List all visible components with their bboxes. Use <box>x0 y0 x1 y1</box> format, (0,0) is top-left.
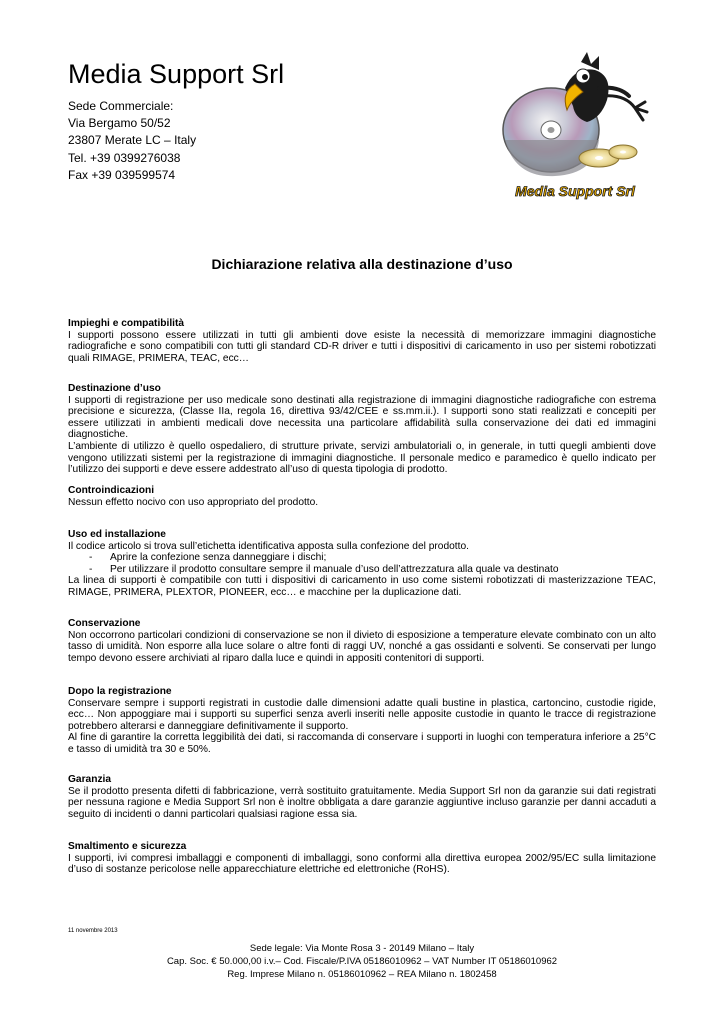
fax-line: Fax +39 039599574 <box>68 167 176 182</box>
list-item-text: Per utilizzare il prodotto consultare sempre il manuale d’uso dell’attrezzatura alla quale va destinato <box>110 563 559 575</box>
list-item <box>68 564 656 576</box>
section-paragraph: I supporti possono essere utilizzati in tutti gli ambienti dove esiste la necessità di memorizzare immagini diagnostiche radiografiche e sono compatibili con tutti gli standard CD-R driver e tutti i dispositivi di caricamento in uso per sistemi robotizzati quali RIMAGE, PRIMERA, TEAC, ecc… <box>68 329 656 364</box>
section-uso <box>68 529 656 599</box>
address-line: Via Bergamo 50/52 <box>68 116 171 131</box>
section-paragraph: Se il prodotto presenta difetti di fabbricazione, verrà sostituito gratuitamente. Media Support Srl non da garanzie sui dati registrati per nessuna ragione e Media Support Srl non è inoltre obbligata a dare garanzie aggiuntive incluso garanzie per danni accaduti a seguito di incidenti o danni particolari qualsiasi ragione essa sia. <box>68 785 656 820</box>
address-line: 23807 Merate LC – Italy <box>68 133 197 148</box>
section-paragraph: I supporti, ivi compresi imballaggi e componenti di imballaggi, sono conformi alla direttiva europea 2002/95/EC sulla limitazione d’uso di sostanze pericolose nelle apparecchiature elettriche ed elettroniche (RoHS). <box>68 852 656 876</box>
document-date: 11 novembre 2013 <box>68 928 118 934</box>
section-paragraph: Nessun effetto nocivo con uso appropriato del prodotto. <box>68 496 319 508</box>
list-item <box>68 552 656 564</box>
section-heading: Uso ed installazione <box>68 529 166 540</box>
address-line: Sede Commerciale: <box>68 99 174 113</box>
footer-line: Reg. Imprese Milano n. 05186010962 – REA Milano n. 1802458 <box>227 969 497 980</box>
section-paragraph: I supporti di registrazione per uso medicale sono destinati alla registrazione di immagini diagnostiche radiografiche con estrema precisione e sicurezza, (Classe IIa, regola 16, direttiva 93/42/CEE e ss.mm.ii.). I supporti sono stati realizzati e concepiti per essere utilizzati in ambienti medicali dove necessita una particolare affidabilità sulla conservazione dei dati ed immagini diagnostiche. <box>68 394 656 441</box>
section-heading: Controindicazioni <box>68 485 155 496</box>
logo-wordmark: Media Support Srl <box>515 183 635 199</box>
section-controindicazioni <box>68 485 656 508</box>
section-dopo-registrazione <box>68 686 656 756</box>
footer-line: Sede legale: Via Monte Rosa 3 - 20149 Milano – Italy <box>249 943 475 954</box>
bullet-marker: - <box>89 552 93 564</box>
section-impieghi <box>68 318 656 364</box>
document-title: Dichiarazione relativa alla destinazione d’uso <box>211 256 513 272</box>
list-item-text: Aprire la confezione senza danneggiare i dischi; <box>110 552 327 564</box>
section-paragraph: Conservare sempre i supporti registrati in custodie dalle dimensioni adatte quali bustine in plastica, cartoncino, custodie rigide, ecc… Non appoggiare mai i supporti su superfici senza averli inseriti nelle apposite custodie in quanto le tracce di registrazione potrebbero alterarsi e danneggiare definitivamente il supporto. <box>68 697 656 732</box>
section-smaltimento <box>68 841 656 876</box>
section-heading: Conservazione <box>68 618 141 629</box>
section-paragraph: Il codice articolo si trova sull’etichetta identificativa apposta sulla confezione del prodotto. <box>68 540 469 552</box>
footer-line: Cap. Soc. € 50.000,00 i.v.– Cod. Fiscale/P.IVA 05186010962 – VAT Number IT 05186010962 <box>166 956 558 967</box>
section-heading: Garanzia <box>68 774 112 785</box>
section-heading: Dopo la registrazione <box>68 686 172 697</box>
section-heading: Destinazione d’uso <box>68 383 161 394</box>
section-paragraph: Al fine di garantire la corretta leggibilità dei dati, si raccomanda di conservare i supporti in luoghi con temperatura inferiore a 25°C e tasso di umidità tra 30 e 50%. <box>68 732 656 755</box>
page-footer <box>0 942 724 981</box>
section-destinazione <box>68 383 656 476</box>
section-paragraph: La linea di supporti è compatibile con tutti i dispositivi di caricamento in uso come sistemi robotizzati di masterizzazione TEAC, RIMAGE, PRIMERA, PLEXTOR, PIONEER, ecc… e macchine per la duplicazione dati. <box>68 575 656 598</box>
bullet-marker: - <box>89 563 93 575</box>
section-heading: Impieghi e compatibilità <box>68 318 185 329</box>
section-heading: Smaltimento e sicurezza <box>68 841 187 852</box>
section-paragraph: L’ambiente di utilizzo è quello ospedaliero, di strutture private, servizi ambulatoriali o, in generale, in tutti quegli ambienti dove vengono utilizzati sistemi per la registrazione di immagini diagnostiche. Il personale medico e paramedico è quello indicato per l’utilizzo dei supporti e deve essere addestrato all’uso di questa tipologia di prodotto. <box>68 440 656 476</box>
address-block <box>68 98 196 184</box>
company-logo <box>495 48 655 208</box>
phone-line: Tel. +39 0399276038 <box>68 150 181 165</box>
company-name: Media Support Srl <box>68 59 285 89</box>
section-garanzia <box>68 774 656 820</box>
section-conservazione <box>68 618 656 664</box>
section-paragraph: Non occorrono particolari condizioni di conservazione se non il divieto di esposizione a temperature elevate combinato con un alto tasso di umidità. Non esporre alla luce solare o altre fonti di raggi UV, nonché a gas ossidanti e solventi. Se conservati per lungo tempo devono essere archiviati al riparo dalla luce e quindi in appositi contenitori di supporti. <box>68 629 656 664</box>
